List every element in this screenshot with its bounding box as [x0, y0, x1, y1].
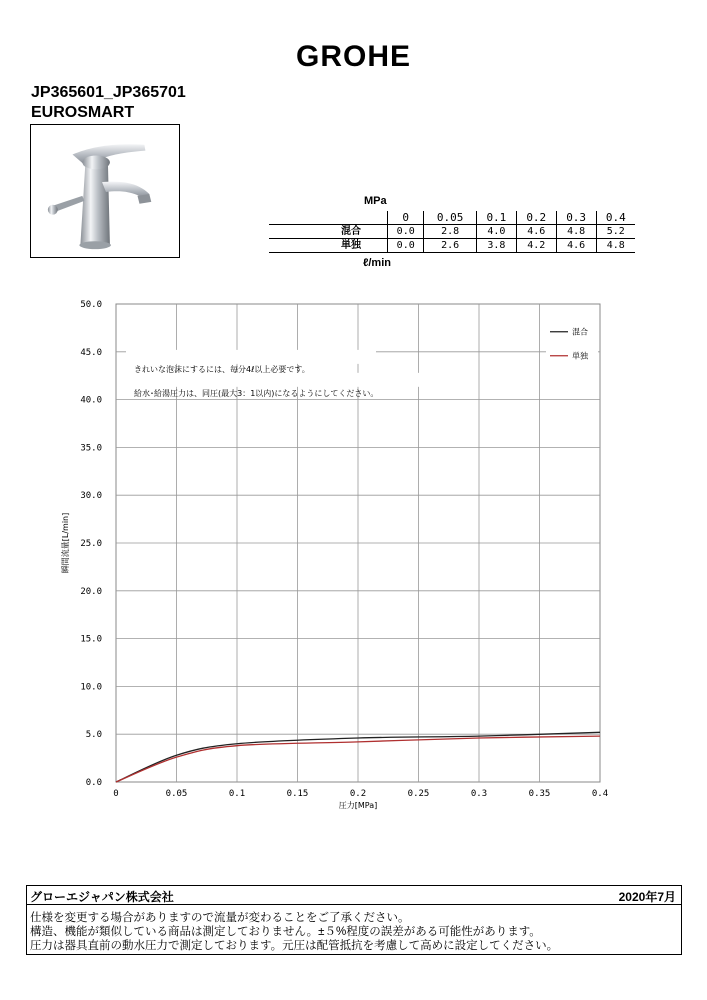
x-axis-title: 圧力[MPa]: [338, 801, 378, 810]
flow-cell: 0.0: [388, 225, 424, 239]
row-label: 混合: [269, 225, 388, 239]
y-tick-label: 10.0: [80, 682, 102, 693]
annotation-bg: [126, 373, 466, 387]
x-tick-label: 0.25: [407, 789, 430, 799]
footer-divider: [27, 904, 681, 905]
row-label: 単独: [269, 239, 388, 253]
x-tick-label: 0.3: [470, 789, 488, 799]
flow-cell: 2.8: [424, 225, 477, 239]
flow-unit: ℓ/min: [363, 257, 391, 269]
pressure-cell: 0.4: [596, 211, 635, 225]
x-tick-label: 0.2: [349, 789, 367, 799]
product-photo: [30, 124, 180, 258]
footer-notes: [30, 911, 558, 953]
footer-note: 圧力は器具直前の動水圧力で測定しております。元圧は配管抵抗を考慮して高めに設定してください。: [30, 940, 559, 952]
series-name: EUROSMART: [31, 104, 135, 121]
pressure-cell: 0.2: [516, 211, 556, 225]
y-axis-title: 瞬間流量[L/min]: [61, 512, 70, 574]
pressure-cell: 0: [388, 211, 424, 225]
x-tick-label: 0.35: [528, 789, 551, 799]
pressure-header-row: [269, 211, 635, 225]
flow-cell: 4.6: [556, 239, 596, 253]
x-tick-label: 0: [113, 789, 119, 799]
chart-canvas: [60, 296, 620, 816]
flow-cell: 5.2: [596, 225, 635, 239]
pressure-cell: 0.3: [556, 211, 596, 225]
flow-cell: 2.6: [424, 239, 477, 253]
y-tick-label: 5.0: [85, 730, 102, 741]
y-tick-label: 0.0: [85, 778, 102, 788]
issue-date: 2020年7月: [618, 890, 676, 904]
table-row: [269, 225, 635, 239]
pressure-unit: MPa: [364, 195, 387, 207]
pressure-cell: 0.05: [424, 211, 477, 225]
flow-pressure-chart: [60, 296, 620, 816]
footer-box: [26, 885, 682, 955]
y-tick-label: 30.0: [80, 491, 102, 502]
model-number: JP365601_JP365701: [31, 84, 186, 101]
y-tick-label: 50.0: [80, 300, 102, 310]
y-tick-label: 45.0: [80, 347, 102, 358]
footer-note: 仕様を変更する場合がありますので流量が変わることをご了承ください。: [30, 912, 410, 924]
x-tick-label: 0.4: [591, 789, 609, 799]
flow-cell: 4.6: [516, 225, 556, 239]
y-tick-label: 15.0: [80, 634, 102, 645]
pressure-cell: 0.1: [476, 211, 516, 225]
legend-label: 混合: [572, 327, 588, 337]
annotation-bg: [126, 350, 376, 364]
y-tick-label: 20.0: [80, 586, 102, 597]
x-tick-label: 0.15: [286, 789, 309, 799]
table-row: [269, 239, 635, 253]
empty-cell: [269, 211, 388, 225]
brand-logo: GROHE: [295, 40, 411, 73]
y-tick-label: 35.0: [80, 443, 102, 454]
chart-annotation: 給水･給湯圧力は、同圧(最大3：1以内)になるようにしてください。: [134, 388, 379, 398]
flow-cell: 3.8: [476, 239, 516, 253]
legend-label: 単独: [572, 351, 588, 361]
faucet-icon: [31, 125, 179, 257]
flow-cell: 4.8: [596, 239, 635, 253]
footer-note: 構造、機能が類似している商品は測定しておりません。±５%程度の誤差がある可能性があります。: [30, 926, 541, 938]
flow-cell: 4.8: [556, 225, 596, 239]
flow-cell: 4.0: [476, 225, 516, 239]
chart-annotation: きれいな泡沫にするには、毎分4ℓ以上必要です。: [134, 364, 310, 374]
x-tick-label: 0.05: [165, 789, 188, 799]
flow-cell: 4.2: [516, 239, 556, 253]
y-tick-label: 25.0: [80, 539, 102, 549]
company-name: グローエジャパン株式会社: [30, 890, 174, 904]
x-tick-label: 0.1: [228, 789, 246, 799]
y-tick-label: 40.0: [80, 395, 102, 406]
flow-cell: 0.0: [388, 239, 424, 253]
